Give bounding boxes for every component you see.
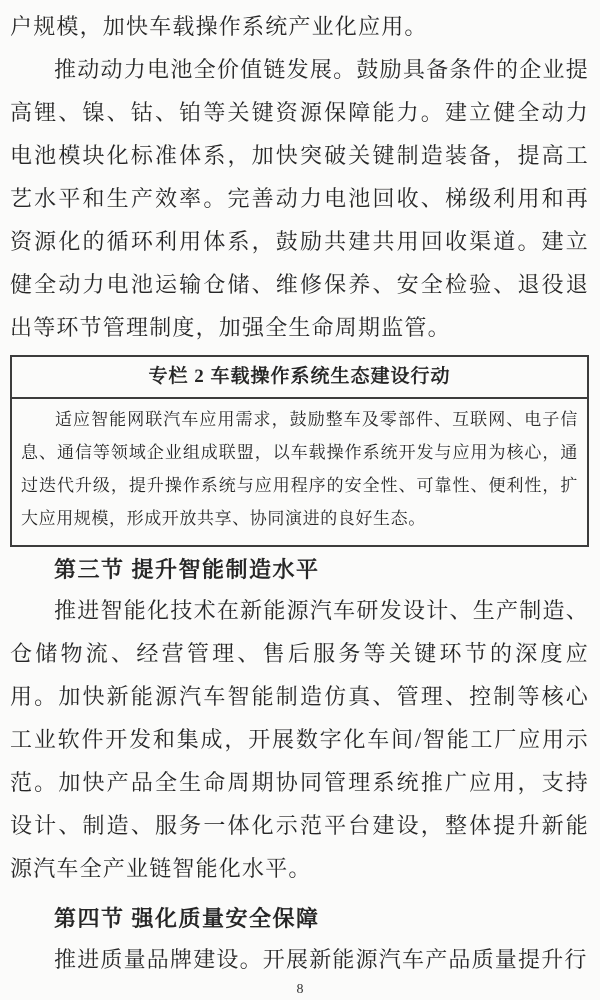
column-2-box [10, 355, 589, 547]
section-4-paragraph: 推进质量品牌建设。开展新能源汽车产品质量提升行 [54, 947, 588, 972]
page-number: 8 [296, 982, 304, 997]
section-3-heading: 第三节 提升智能制造水平 [54, 557, 320, 582]
paragraph-battery-value-chain: 推动动力电池全价值链发展。鼓励具备条件的企业提高锂、镍、钴、铂等关键资源保障能力。建立健全动力电池模块化标准体系，加快突破关键制造装备，提高工艺水平和生产效率。完善动力电池回收、梯级利用和再资源化的循环利用体系，鼓励共建共用回收渠道。建立健全动力电池运输仓储、维修保养、安全检验、退役退出等环节管理制度，加强全生命周期监管。 [10, 57, 589, 340]
paragraph-continued: 户规模，加快车载操作系统产业化应用。 [10, 14, 428, 39]
column-2-box-body: 适应智能网联汽车应用需求，鼓励整车及零部件、互联网、电子信息、通信等领域企业组成联盟，以车载操作系统开发与应用为核心，通过迭代升级，提升操作系统与应用程序的安全性、可靠性、便利性，扩大应用规模，形成开放共享、协同演进的良好生态。 [21, 410, 578, 528]
section-4-heading: 第四节 强化质量安全保障 [54, 906, 320, 931]
column-2-box-title: 专栏 2 车载操作系统生态建设行动 [12, 357, 587, 399]
section-3-paragraph: 推进智能化技术在新能源汽车研发设计、生产制造、仓储物流、经营管理、售后服务等关键环节的深度应用。加快新能源汽车智能制造仿真、管理、控制等核心工业软件开发和集成，开展数字化车间/智能工厂应用示范。加快产品全生命周期协同管理系统推广应用，支持设计、制造、服务一体化示范平台建设，整体提升新能源汽车全产业链智能化水平。 [10, 598, 589, 881]
